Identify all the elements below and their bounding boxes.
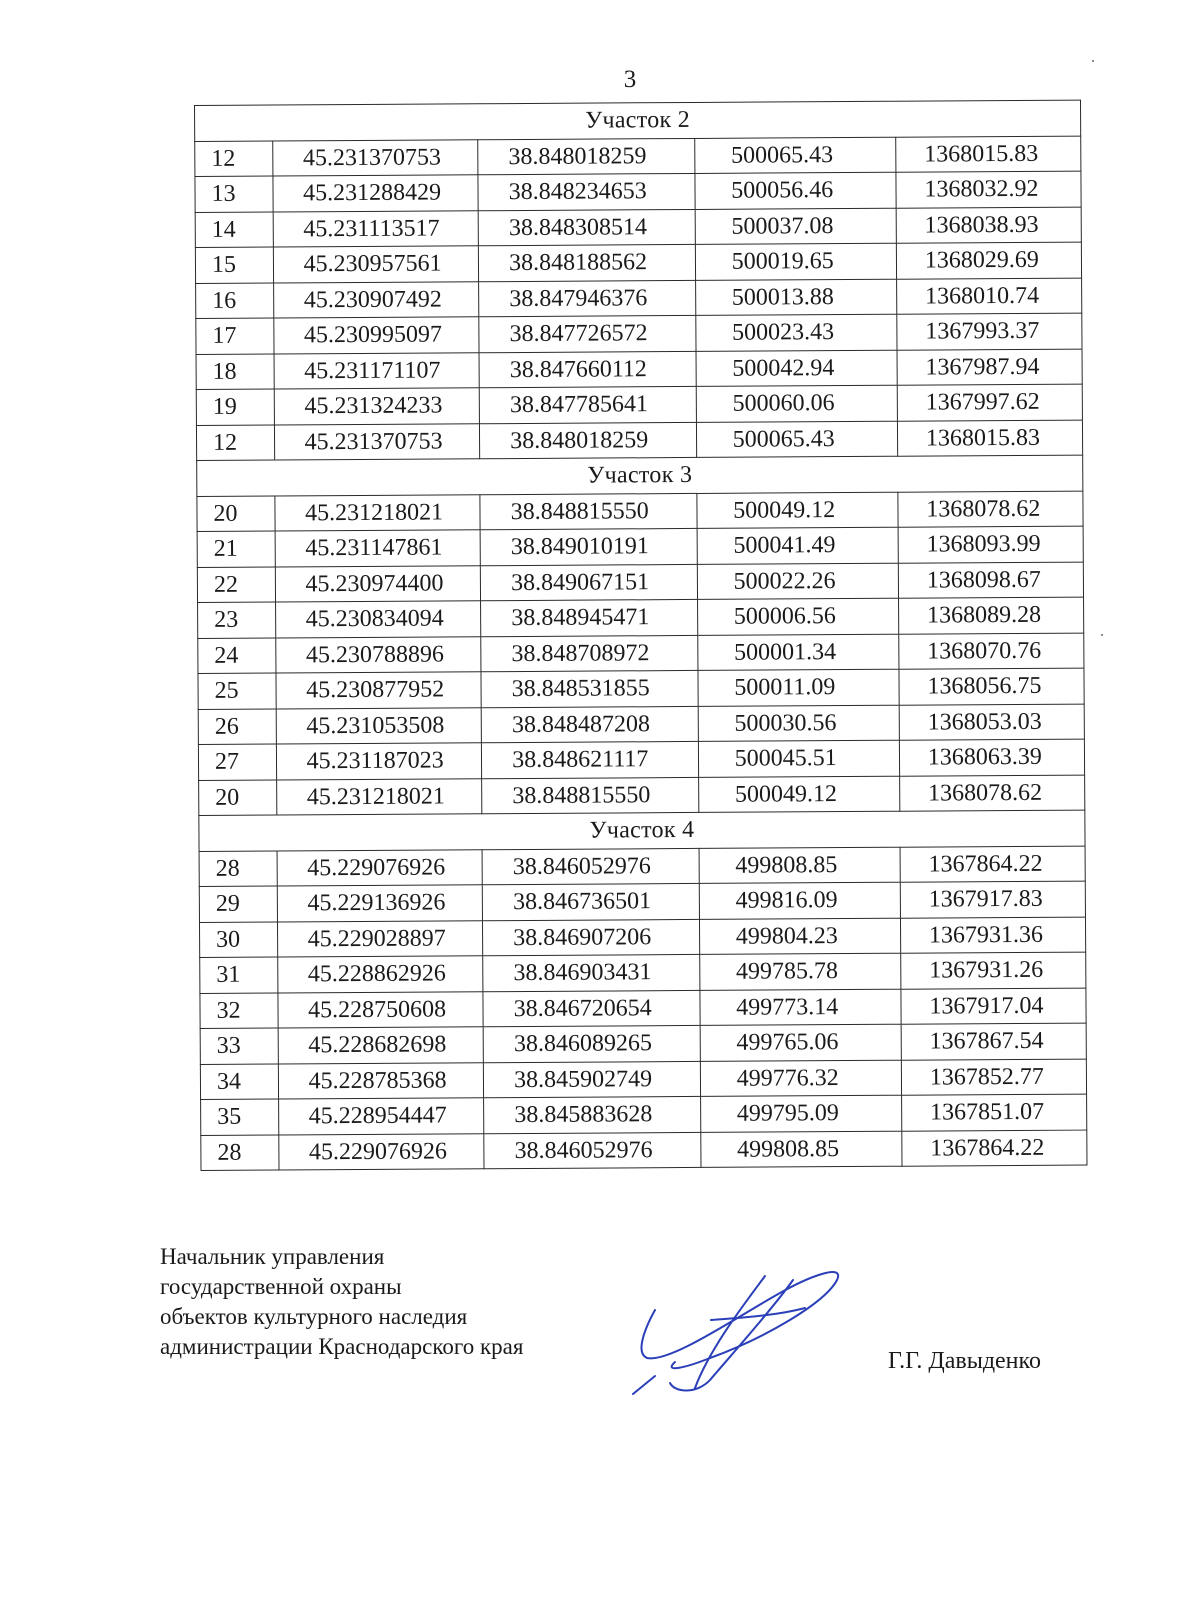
coordinates-table-body <box>195 100 1087 1170</box>
longitude-cell: 38.846903431 <box>483 954 700 991</box>
x-coordinate-cell: 499808.85 <box>699 847 900 884</box>
point-number-cell: 26 <box>198 709 276 745</box>
point-number-cell: 20 <box>197 496 275 532</box>
table-row <box>196 420 1082 461</box>
table-row <box>201 1130 1087 1171</box>
y-coordinate-cell: 1368089.28 <box>898 597 1083 634</box>
longitude-cell: 38.848815550 <box>480 493 697 530</box>
x-coordinate-cell: 500060.06 <box>696 385 897 422</box>
x-coordinate-cell: 500023.43 <box>695 314 896 351</box>
x-coordinate-cell: 499808.85 <box>700 1131 901 1168</box>
point-number-cell: 24 <box>198 638 276 674</box>
table-row <box>200 988 1086 1029</box>
x-coordinate-cell: 500022.26 <box>697 563 898 600</box>
signatory-title-line: Начальник управления <box>160 1244 385 1269</box>
latitude-cell: 45.231218021 <box>276 778 482 815</box>
table-row <box>195 136 1081 177</box>
y-coordinate-cell: 1368070.76 <box>899 633 1084 670</box>
latitude-cell: 45.228862926 <box>277 956 483 993</box>
point-number-cell: 12 <box>195 141 273 177</box>
y-coordinate-cell: 1367917.04 <box>901 988 1086 1025</box>
point-number-cell: 22 <box>197 567 275 603</box>
point-number-cell: 28 <box>201 1135 279 1171</box>
longitude-cell: 38.845883628 <box>484 1096 701 1133</box>
point-number-cell: 12 <box>196 425 274 461</box>
latitude-cell: 45.230957561 <box>273 246 479 283</box>
latitude-cell: 45.231147861 <box>275 530 481 567</box>
point-number-cell: 31 <box>200 957 278 993</box>
x-coordinate-cell: 500013.88 <box>695 279 896 316</box>
y-coordinate-cell: 1368010.74 <box>896 278 1081 315</box>
x-coordinate-cell: 500011.09 <box>698 669 899 706</box>
longitude-cell: 38.848234653 <box>478 173 695 210</box>
x-coordinate-cell: 499785.78 <box>699 953 900 990</box>
point-number-cell: 19 <box>196 389 274 425</box>
latitude-cell: 45.231113517 <box>273 210 479 247</box>
y-coordinate-cell: 1367931.36 <box>900 917 1085 954</box>
longitude-cell: 38.848308514 <box>478 209 695 246</box>
table-row <box>200 1023 1086 1064</box>
signatory-title-line: объектов культурного наследия <box>160 1304 468 1329</box>
table-row <box>199 846 1085 887</box>
longitude-cell: 38.849067151 <box>480 564 697 601</box>
latitude-cell: 45.228954447 <box>278 1098 484 1135</box>
point-number-cell: 23 <box>198 602 276 638</box>
x-coordinate-cell: 499776.32 <box>700 1060 901 1097</box>
latitude-cell: 45.231218021 <box>274 494 480 531</box>
point-number-cell: 35 <box>201 1099 279 1135</box>
table-row <box>198 597 1084 638</box>
latitude-cell: 45.230877952 <box>276 672 482 709</box>
longitude-cell: 38.846089265 <box>483 1025 700 1062</box>
y-coordinate-cell: 1368063.39 <box>899 739 1084 776</box>
table-row <box>199 775 1085 816</box>
latitude-cell: 45.231288429 <box>273 175 479 212</box>
table-row <box>196 349 1082 390</box>
signature-strokes <box>633 1272 838 1394</box>
y-coordinate-cell: 1368093.99 <box>898 526 1083 563</box>
y-coordinate-cell: 1367864.22 <box>902 1130 1087 1167</box>
latitude-cell: 45.231171107 <box>274 352 480 389</box>
section-title: Участок 2 <box>195 100 1081 141</box>
longitude-cell: 38.848188562 <box>479 244 696 281</box>
x-coordinate-cell: 499765.06 <box>700 1024 901 1061</box>
table-row <box>198 704 1084 745</box>
section-header-row <box>199 810 1085 851</box>
y-coordinate-cell: 1367993.37 <box>897 313 1082 350</box>
table-row <box>199 881 1085 922</box>
y-coordinate-cell: 1367987.94 <box>897 349 1082 386</box>
x-coordinate-cell: 500045.51 <box>698 740 899 777</box>
point-number-cell: 34 <box>200 1064 278 1100</box>
scan-speck <box>1092 60 1094 62</box>
x-coordinate-cell: 500065.43 <box>696 421 897 458</box>
table-row <box>196 384 1082 425</box>
y-coordinate-cell: 1368015.83 <box>896 136 1081 173</box>
point-number-cell: 15 <box>195 247 273 283</box>
point-number-cell: 33 <box>200 1028 278 1064</box>
x-coordinate-cell: 499816.09 <box>699 882 900 919</box>
x-coordinate-cell: 500056.46 <box>695 172 896 209</box>
table-row <box>195 207 1081 248</box>
point-number-cell: 28 <box>199 851 277 887</box>
y-coordinate-cell: 1368015.83 <box>897 420 1082 457</box>
longitude-cell: 38.848945471 <box>481 599 698 636</box>
latitude-cell: 45.228785368 <box>278 1062 484 1099</box>
latitude-cell: 45.230907492 <box>273 281 479 318</box>
point-number-cell: 29 <box>199 886 277 922</box>
table-row <box>197 526 1083 567</box>
latitude-cell: 45.229076926 <box>277 849 483 886</box>
latitude-cell: 45.229076926 <box>278 1133 484 1170</box>
x-coordinate-cell: 500042.94 <box>696 350 897 387</box>
longitude-cell: 38.847660112 <box>479 351 696 388</box>
point-number-cell: 32 <box>200 993 278 1029</box>
longitude-cell: 38.848531855 <box>481 670 698 707</box>
latitude-cell: 45.228682698 <box>278 1027 484 1064</box>
y-coordinate-cell: 1367851.07 <box>901 1094 1086 1131</box>
latitude-cell: 45.228750608 <box>278 991 484 1028</box>
x-coordinate-cell: 500030.56 <box>698 705 899 742</box>
longitude-cell: 38.847726572 <box>479 315 696 352</box>
y-coordinate-cell: 1368078.62 <box>900 775 1085 812</box>
table-row <box>197 562 1083 603</box>
y-coordinate-cell: 1368098.67 <box>898 562 1083 599</box>
scan-speck <box>1101 634 1103 636</box>
x-coordinate-cell: 500065.43 <box>694 137 895 174</box>
latitude-cell: 45.231053508 <box>276 707 482 744</box>
point-number-cell: 16 <box>196 283 274 319</box>
x-coordinate-cell: 500037.08 <box>695 208 896 245</box>
signer-name: Г.Г. Давыденко <box>888 1348 1041 1374</box>
y-coordinate-cell: 1367864.22 <box>900 846 1085 883</box>
point-number-cell: 21 <box>197 531 275 567</box>
longitude-cell: 38.849010191 <box>480 528 697 565</box>
latitude-cell: 45.230995097 <box>273 317 479 354</box>
y-coordinate-cell: 1368038.93 <box>896 207 1081 244</box>
section-header-row <box>197 455 1083 496</box>
y-coordinate-cell: 1367931.26 <box>901 952 1086 989</box>
section-header-row <box>195 100 1081 141</box>
latitude-cell: 45.231370753 <box>274 423 480 460</box>
coordinates-table <box>194 100 1087 1171</box>
point-number-cell: 18 <box>196 354 274 390</box>
x-coordinate-cell: 500001.34 <box>697 634 898 671</box>
x-coordinate-cell: 500041.49 <box>697 527 898 564</box>
table-row <box>195 242 1081 283</box>
table-row <box>195 171 1081 212</box>
section-title: Участок 4 <box>199 810 1085 851</box>
table-row <box>198 633 1084 674</box>
table-row <box>196 278 1082 319</box>
y-coordinate-cell: 1368029.69 <box>896 242 1081 279</box>
x-coordinate-cell: 500049.12 <box>698 776 899 813</box>
longitude-cell: 38.847785641 <box>479 386 696 423</box>
latitude-cell: 45.231187023 <box>276 743 482 780</box>
latitude-cell: 45.229136926 <box>277 885 483 922</box>
latitude-cell: 45.231370753 <box>272 139 478 176</box>
point-number-cell: 17 <box>196 318 274 354</box>
table-row <box>198 739 1084 780</box>
x-coordinate-cell: 499773.14 <box>700 989 901 1026</box>
y-coordinate-cell: 1368032.92 <box>896 171 1081 208</box>
handwritten-signature <box>615 1258 855 1403</box>
table-row <box>201 1094 1087 1135</box>
x-coordinate-cell: 499804.23 <box>699 918 900 955</box>
x-coordinate-cell: 500019.65 <box>695 243 896 280</box>
longitude-cell: 38.846052976 <box>482 848 699 885</box>
table-row <box>196 313 1082 354</box>
longitude-cell: 38.846052976 <box>484 1132 701 1169</box>
latitude-cell: 45.230788896 <box>275 636 481 673</box>
longitude-cell: 38.848018259 <box>480 422 697 459</box>
point-number-cell: 13 <box>195 176 273 212</box>
point-number-cell: 27 <box>198 744 276 780</box>
latitude-cell: 45.229028897 <box>277 920 483 957</box>
longitude-cell: 38.848708972 <box>481 635 698 672</box>
point-number-cell: 14 <box>195 212 273 248</box>
longitude-cell: 38.846720654 <box>483 990 700 1027</box>
latitude-cell: 45.230974400 <box>275 565 481 602</box>
table-row <box>199 917 1085 958</box>
page-number: 3 <box>623 66 637 93</box>
latitude-cell: 45.230834094 <box>275 601 481 638</box>
longitude-cell: 38.846907206 <box>483 919 700 956</box>
x-coordinate-cell: 500049.12 <box>697 492 898 529</box>
table-row <box>198 668 1084 709</box>
y-coordinate-cell: 1367867.54 <box>901 1023 1086 1060</box>
signatory-title-line: государственной охраны <box>160 1274 402 1299</box>
y-coordinate-cell: 1368053.03 <box>899 704 1084 741</box>
x-coordinate-cell: 500006.56 <box>697 598 898 635</box>
signatory-title-line: администрации Краснодарского края <box>160 1334 524 1359</box>
point-number-cell: 25 <box>198 673 276 709</box>
x-coordinate-cell: 499795.09 <box>700 1095 901 1132</box>
longitude-cell: 38.848815550 <box>482 777 699 814</box>
longitude-cell: 38.848487208 <box>481 706 698 743</box>
longitude-cell: 38.845902749 <box>484 1061 701 1098</box>
y-coordinate-cell: 1368056.75 <box>899 668 1084 705</box>
longitude-cell: 38.846736501 <box>482 883 699 920</box>
longitude-cell: 38.848621117 <box>482 741 699 778</box>
table-row <box>197 491 1083 532</box>
table-row <box>200 952 1086 993</box>
signatory-title <box>160 1242 523 1362</box>
y-coordinate-cell: 1367917.83 <box>900 881 1085 918</box>
point-number-cell: 20 <box>199 780 277 816</box>
y-coordinate-cell: 1367997.62 <box>897 384 1082 421</box>
y-coordinate-cell: 1368078.62 <box>898 491 1083 528</box>
table-row <box>200 1059 1086 1100</box>
longitude-cell: 38.847946376 <box>479 280 696 317</box>
latitude-cell: 45.231324233 <box>274 388 480 425</box>
point-number-cell: 30 <box>199 922 277 958</box>
y-coordinate-cell: 1367852.77 <box>901 1059 1086 1096</box>
section-title: Участок 3 <box>197 455 1083 496</box>
longitude-cell: 38.848018259 <box>478 138 695 175</box>
